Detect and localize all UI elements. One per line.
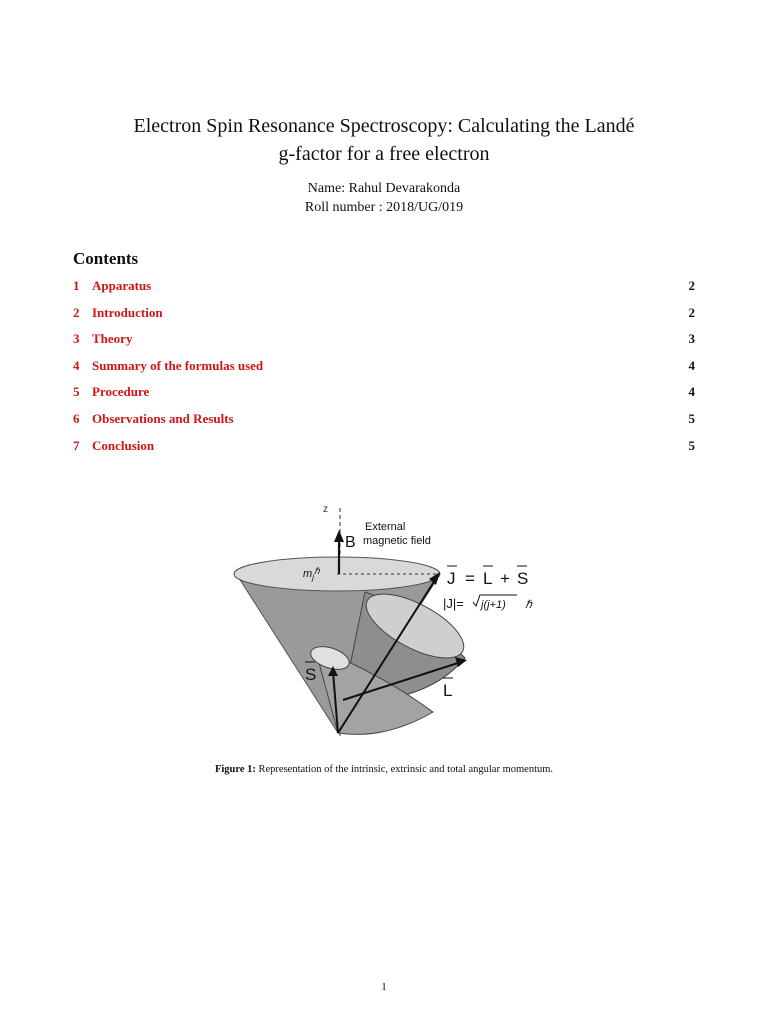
j-magnitude-equation	[443, 595, 533, 611]
page-number: 1	[381, 981, 387, 993]
toc-item-apparatus[interactable]	[73, 278, 695, 305]
magnetic-field-label: magnetic field	[363, 535, 431, 547]
j-equation	[447, 566, 528, 588]
toc-link[interactable]: Conclusion	[92, 437, 155, 453]
caption-text: Representation of the intrinsic, extrinsic and total angular momentum.	[258, 764, 554, 775]
figure-angular-momentum	[225, 500, 555, 745]
toc-page-number: 5	[688, 437, 695, 453]
figure-caption	[0, 764, 768, 775]
document-title	[0, 112, 768, 168]
caption-label: Figure 1:	[214, 764, 256, 775]
svg-text:+: +	[500, 569, 510, 588]
toc-number: 5	[73, 384, 80, 400]
toc-link[interactable]: Observations and Results	[92, 410, 234, 426]
roll-number: Roll number : 2018/UG/019	[304, 200, 464, 215]
b-label: B	[345, 534, 356, 551]
toc-item-conclusion[interactable]	[73, 438, 695, 465]
s-label	[305, 662, 316, 684]
toc-number: 7	[73, 437, 80, 453]
svg-text:J: J	[447, 569, 456, 588]
toc-link[interactable]: Theory	[92, 331, 133, 347]
svg-text:L: L	[443, 681, 453, 700]
toc-number: 6	[73, 410, 80, 426]
title-line-2: g-factor for a free electron	[278, 143, 490, 165]
svg-text:ℏ: ℏ	[525, 599, 532, 611]
angular-momentum-diagram	[225, 500, 555, 745]
b-arrow-head	[334, 530, 344, 542]
svg-text:S: S	[517, 569, 529, 588]
toc-link[interactable]: Apparatus	[92, 278, 152, 293]
z-axis-label: z	[323, 504, 328, 515]
toc-page-number: 2	[688, 278, 695, 293]
toc-link[interactable]: Summary of the formulas used	[92, 357, 264, 373]
svg-text:L: L	[483, 569, 493, 588]
toc-link[interactable]: Procedure	[92, 384, 150, 400]
l-label	[443, 678, 453, 700]
toc-number: 3	[73, 331, 80, 347]
svg-text:=: =	[465, 569, 475, 588]
toc-link[interactable]: Introduction	[92, 304, 163, 320]
svg-text:|J|=: |J|=	[443, 596, 464, 611]
svg-text:j(j+1): j(j+1)	[481, 599, 506, 611]
toc-item-procedure[interactable]	[73, 384, 695, 411]
toc-number: 1	[73, 278, 80, 293]
toc-page-number: 5	[688, 410, 695, 426]
toc-number: 4	[73, 357, 80, 373]
svg-text:S: S	[305, 665, 317, 684]
author-name: Name: Rahul Devarakonda	[307, 181, 461, 196]
table-of-contents	[73, 278, 695, 464]
toc-item-introduction[interactable]	[73, 305, 695, 332]
title-line-1: Electron Spin Resonance Spectroscopy: Calculating the Landé	[133, 115, 635, 137]
author-block	[0, 179, 768, 217]
mj-label: $m_j^\hbar$	[303, 566, 320, 582]
toc-page-number: 2	[688, 304, 695, 320]
contents-heading: Contents	[73, 249, 139, 268]
toc-item-summary[interactable]	[73, 358, 695, 385]
toc-page-number: 4	[688, 357, 695, 373]
toc-number: 2	[73, 304, 80, 320]
toc-page-number: 4	[688, 384, 695, 400]
external-label: External	[365, 521, 406, 533]
toc-item-theory[interactable]	[73, 331, 695, 358]
toc-page-number: 3	[688, 331, 695, 347]
toc-item-observations[interactable]	[73, 411, 695, 438]
